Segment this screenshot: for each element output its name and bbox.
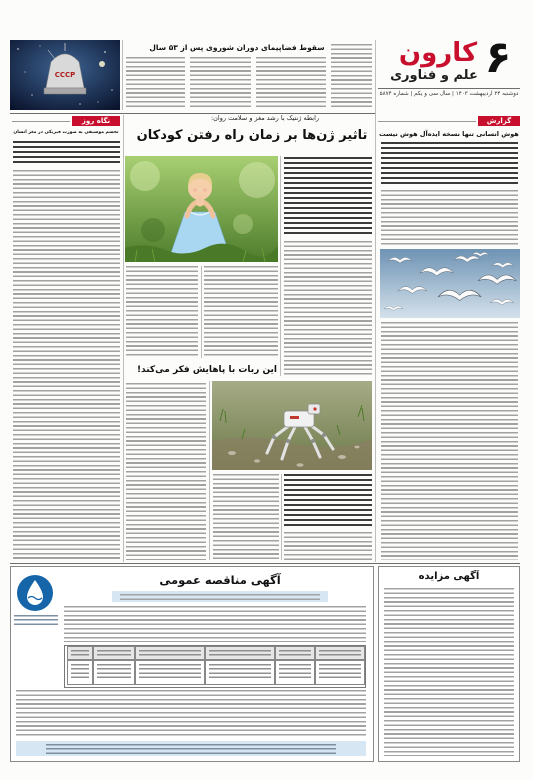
robot-headline: این ربات با پاهایش فکر می‌کند! <box>136 365 278 375</box>
water-company-logo-icon <box>16 574 54 612</box>
tender-table-cell <box>135 660 205 685</box>
tender-table-header-cell <box>275 646 315 660</box>
space-article-text <box>331 44 372 110</box>
report-body-text <box>381 190 518 246</box>
robot-intro-text <box>284 474 372 529</box>
tender-table <box>64 645 366 688</box>
space-article-headline: سقوط فضاپیمای دوران شوروی پس از ۵۳ سال <box>149 43 325 52</box>
space-article-text <box>190 57 251 110</box>
tender-table-header-cell <box>67 646 93 660</box>
tender-table-cell <box>93 660 135 685</box>
auction-ad-text <box>384 588 514 756</box>
auction-ad-title: آگهی مزایده <box>418 571 480 582</box>
report-headline: هوش انسانی تنها نسخه ایده‌آل هوش نیست <box>379 130 519 138</box>
view-body-text <box>13 170 120 560</box>
robot-body-text <box>213 474 279 560</box>
ads-separator-rule <box>10 563 520 564</box>
tender-table-header-cell <box>135 646 205 660</box>
tender-ad-footer-band <box>16 741 366 756</box>
main-body-text <box>204 266 278 358</box>
column-rule <box>375 40 376 562</box>
robot-body-text <box>284 532 372 560</box>
report-intro-text <box>381 142 518 186</box>
main-body-text <box>126 266 198 358</box>
tender-table-header-cell <box>205 646 275 660</box>
masthead-rule <box>378 88 520 89</box>
page-number: ۶ <box>484 32 512 83</box>
tender-ad-text <box>64 606 366 642</box>
robot-body-text <box>126 383 206 560</box>
column-rule <box>123 115 124 562</box>
seagulls-photo <box>380 249 520 318</box>
space-capsule-photo <box>10 40 120 110</box>
view-intro-text <box>13 141 120 166</box>
water-company-caption <box>14 615 58 627</box>
column-rule <box>122 40 123 110</box>
column-rule <box>201 266 202 358</box>
tender-ad-text <box>16 690 366 738</box>
main-headline: تاثیر ژن‌ها بر زمان راه رفتن کودکان <box>136 128 368 143</box>
tender-table-cell <box>67 660 93 685</box>
capsule-lettering: СССР <box>54 71 76 79</box>
robot-photo <box>212 381 372 470</box>
main-kicker: رابطه ژنتیک با رشد مغز و سلامت روان: <box>210 114 320 122</box>
report-label: گزارش <box>478 116 520 126</box>
tender-table-cell <box>315 660 365 685</box>
view-headline: تجسم موسیقی به صورت فیزیکی در مغز انسان <box>13 130 119 135</box>
tender-table-cell <box>205 660 275 685</box>
view-label: نگاه روز <box>72 116 120 126</box>
newspaper-logo: کارون <box>398 38 478 68</box>
main-body-text <box>284 241 372 376</box>
tender-ad-subtitle-band <box>112 591 328 602</box>
main-intro-text <box>284 157 372 237</box>
column-rule <box>281 474 282 560</box>
tender-table-header-cell <box>315 646 365 660</box>
section-title: علم و فناوری <box>390 68 478 83</box>
dateline: دوشنبه ۲۴ اردیبهشت ۱۴۰۳ | سال سی و یکم | شماره ۵۸۷۴ <box>379 91 519 97</box>
view-label-rule <box>12 121 70 122</box>
tender-table-cell <box>275 660 315 685</box>
space-article-text <box>256 57 326 110</box>
tender-table-header-cell <box>93 646 135 660</box>
report-label-rule <box>378 121 476 122</box>
column-rule <box>280 156 281 376</box>
tender-ad-footer-text <box>46 744 336 754</box>
space-article-text <box>126 57 185 110</box>
report-body-text <box>381 322 518 560</box>
tender-ad-subtitle-text <box>120 594 320 600</box>
child-photo <box>125 156 278 262</box>
tender-ad-title: آگهی مناقصه عمومی <box>159 573 281 587</box>
column-rule <box>209 381 210 560</box>
